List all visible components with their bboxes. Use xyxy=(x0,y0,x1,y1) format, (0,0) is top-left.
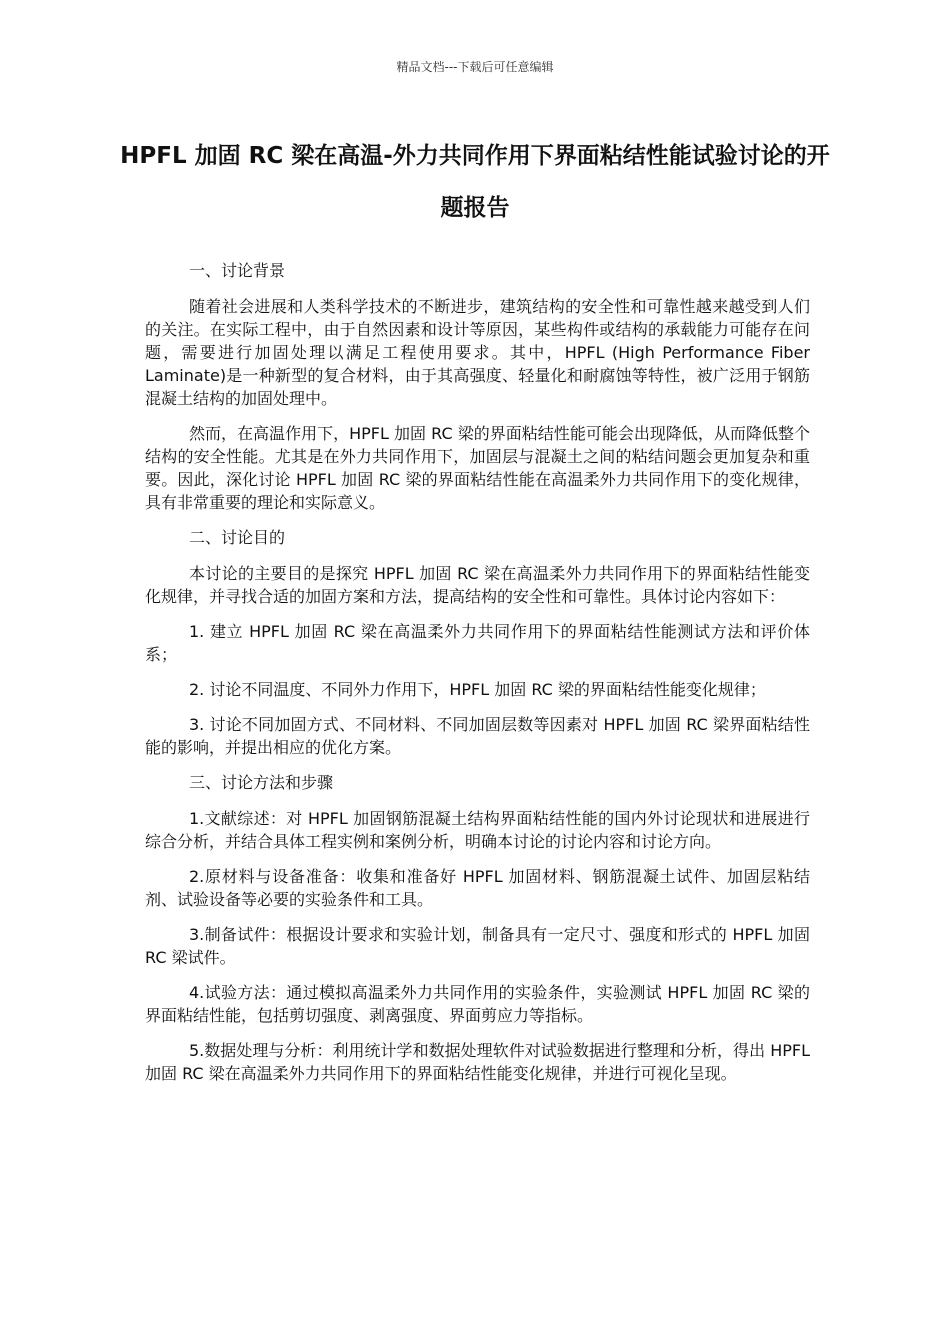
header-note: 精品文档---下载后可任意编辑 xyxy=(396,60,554,74)
document-body xyxy=(145,259,810,1097)
list-item-purpose-3: 3. 讨论不同加固方式、不同材料、不同加固层数等因素对 HPFL 加固 RC 梁界面粘结性能的影响，并提出相应的优化方案。 xyxy=(145,715,810,757)
list-item-method-4: 4.试验方法：通过模拟高温柔外力共同作用的实验条件，实验测试 HPFL 加固 RC 梁的界面粘结性能，包括剪切强度、剥离强度、界面剪应力等指标。 xyxy=(145,983,810,1025)
list-item-purpose-1: 1. 建立 HPFL 加固 RC 梁在高温柔外力共同作用下的界面粘结性能测试方法和评价体系； xyxy=(145,622,810,664)
paragraph-background-2: 然而，在高温作用下，HPFL 加固 RC 梁的界面粘结性能可能会出现降低，从而降低整个结构的安全性能。尤其是在外力共同作用下，加固层与混凝土之间的粘结问题会更加复杂和重要。因此，深化讨论 HPFL 加固 RC 梁的界面粘结性能在高温柔外力共同作用下的变化规律，具有非常重要的理论和实际意义。 xyxy=(145,424,810,512)
paragraph-purpose-intro: 本讨论的主要目的是探究 HPFL 加固 RC 梁在高温柔外力共同作用下的界面粘结性能变化规律，并寻找合适的加固方案和方法，提高结构的安全性和可靠性。具体讨论内容如下： xyxy=(145,564,810,606)
paragraph-background-1: 随着社会进展和人类科学技术的不断进步，建筑结构的安全性和可靠性越来越受到人们的关注。在实际工程中，由于自然因素和设计等原因，某些构件或结构的承载能力可能存在问题，需要进行加固处理以满足工程使用要求。其中，HPFL (High Performance Fiber Laminate)是一种新型的复合材料，由于其高强度、轻量化和耐腐蚀等特性，被广泛用于钢筋混凝土结构的加固处理中。 xyxy=(145,297,810,408)
document-title: HPFL 加固 RC 梁在高温-外力共同作用下界面粘结性能试验讨论的开题报告 xyxy=(120,143,830,221)
section-heading-purpose: 二、讨论目的 xyxy=(189,528,286,547)
section-heading-background: 一、讨论背景 xyxy=(189,261,286,280)
list-item-method-2: 2.原材料与设备准备：收集和准备好 HPFL 加固材料、钢筋混凝土试件、加固层粘结剂、试验设备等必要的实验条件和工具。 xyxy=(145,867,810,909)
section-heading-methods: 三、讨论方法和步骤 xyxy=(189,773,334,792)
list-item-method-3: 3.制备试件：根据设计要求和实验计划，制备具有一定尺寸、强度和形式的 HPFL 加固 RC 梁试件。 xyxy=(145,925,810,967)
list-item-method-1: 1.文献综述：对 HPFL 加固钢筋混凝土结构界面粘结性能的国内外讨论现状和进展进行综合分析，并结合具体工程实例和案例分析，明确本讨论的讨论内容和讨论方向。 xyxy=(145,809,810,851)
list-item-purpose-2: 2. 讨论不同温度、不同外力作用下，HPFL 加固 RC 梁的界面粘结性能变化规律； xyxy=(189,680,766,699)
list-item-method-5: 5.数据处理与分析：利用统计学和数据处理软件对试验数据进行整理和分析，得出 HPFL 加固 RC 梁在高温柔外力共同作用下的界面粘结性能变化规律，并进行可视化呈现。 xyxy=(145,1041,810,1083)
